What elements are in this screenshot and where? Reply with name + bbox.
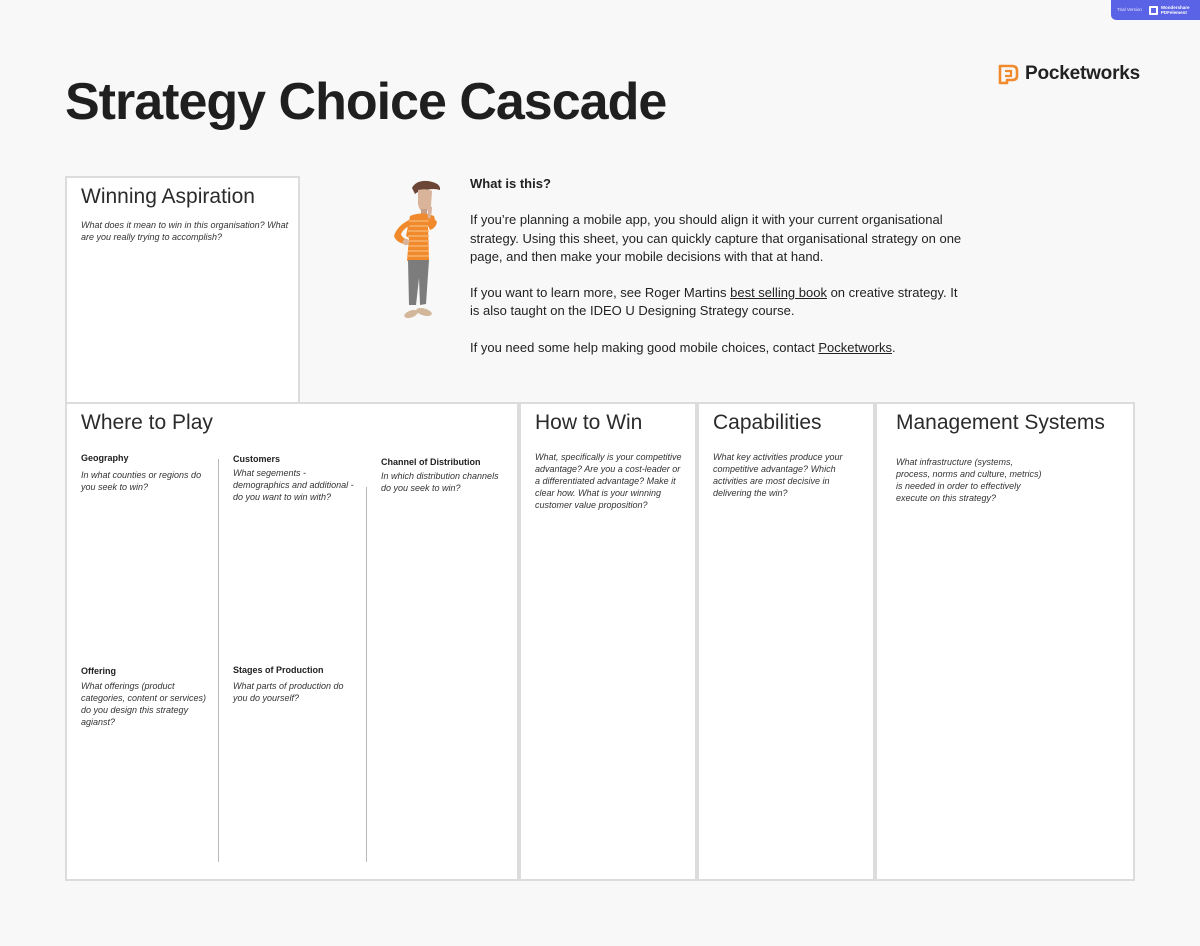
trial-badge-brand-line2: PDFelement [1160, 10, 1187, 15]
info-heading: What is this? [470, 176, 551, 191]
trial-version-label: Trial Version [1117, 6, 1142, 12]
where-to-play-card[interactable] [65, 402, 519, 881]
page-title: Strategy Choice Cascade [65, 73, 667, 131]
capabilities-description: What key activities produce your competitive advantage? Which activities are most decisive in delivering the win? [713, 452, 843, 498]
trial-badge-brand [1161, 5, 1190, 15]
capabilities-card[interactable] [697, 402, 875, 881]
trial-badge-brand-line1: Wondershare [1160, 5, 1190, 10]
how-to-win-description: What, specifically is your competitive advantage? Are you a cost-leader or a differentiated advantage? Make it clear how. What is your winning customer value proposition? [535, 452, 682, 510]
stages-of-production-heading: Stages of Production [233, 665, 324, 675]
offering-heading: Offering [81, 666, 116, 676]
management-systems-description: What infrastructure (systems, process, norms and culture, metrics) is needed in order to effectively execute on this strategy? [896, 457, 1042, 503]
thinking-person-illustration [382, 178, 452, 326]
info-paragraph-1: If you’re planning a mobile app, you should align it with your current organisational strategy. Using this sheet, you can quickly capture that organisational strategy on one page, and then make your mobile decisions with that at hand. [470, 212, 962, 264]
winning-aspiration-card[interactable] [65, 176, 300, 404]
trial-version-badge[interactable] [1111, 0, 1200, 20]
info-paragraph-2 [470, 284, 965, 321]
management-systems-card[interactable] [875, 402, 1135, 881]
where-to-play-title: Where to Play [81, 411, 213, 434]
pocketworks-link[interactable]: Pocketworks [818, 339, 893, 355]
customers-description: What segements - demographics and additional - do you want to win with? [233, 468, 354, 502]
info-paragraph-3-text: If you need some help making good mobile choices, contact [470, 339, 819, 355]
pdfelement-logo-icon [1149, 6, 1158, 15]
geography-heading: Geography [81, 453, 129, 463]
info-panel [470, 175, 965, 375]
column-divider-2 [366, 487, 367, 862]
pocketworks-logo [998, 62, 1140, 86]
management-systems-title: Management Systems [896, 411, 1105, 434]
winning-aspiration-title: Winning Aspiration [81, 185, 255, 208]
winning-aspiration-description: What does it mean to win in this organisation? What are you really trying to accomplish? [81, 220, 289, 242]
info-paragraph-2-text: If you want to learn more, see Roger Martins [470, 285, 731, 301]
channel-of-distribution-description: In which distribution channels do you seek to win? [381, 471, 499, 493]
info-paragraph-3 [470, 339, 965, 357]
best-selling-book-link[interactable]: best selling book [730, 285, 827, 301]
offering-description: What offerings (product categories, content or services) do you design this strategy agianst? [81, 681, 207, 727]
brand-name: Pocketworks [1025, 63, 1141, 84]
info-paragraph-3-text-end: . [892, 339, 896, 355]
pocketworks-logo-icon [998, 63, 1019, 85]
how-to-win-title: How to Win [535, 411, 643, 434]
how-to-win-card[interactable] [519, 402, 697, 881]
geography-description: In what counties or regions do you seek to win? [81, 470, 202, 492]
channel-of-distribution-heading: Channel of Distribution [381, 457, 481, 467]
stages-of-production-description: What parts of production do you do yourself? [233, 681, 344, 703]
capabilities-title: Capabilities [713, 411, 822, 434]
customers-heading: Customers [233, 454, 281, 464]
info-paragraph-2-text-end: on creative strategy. It is also taught on the IDEO U Designing Strategy course. [470, 285, 958, 319]
column-divider-1 [218, 459, 219, 862]
